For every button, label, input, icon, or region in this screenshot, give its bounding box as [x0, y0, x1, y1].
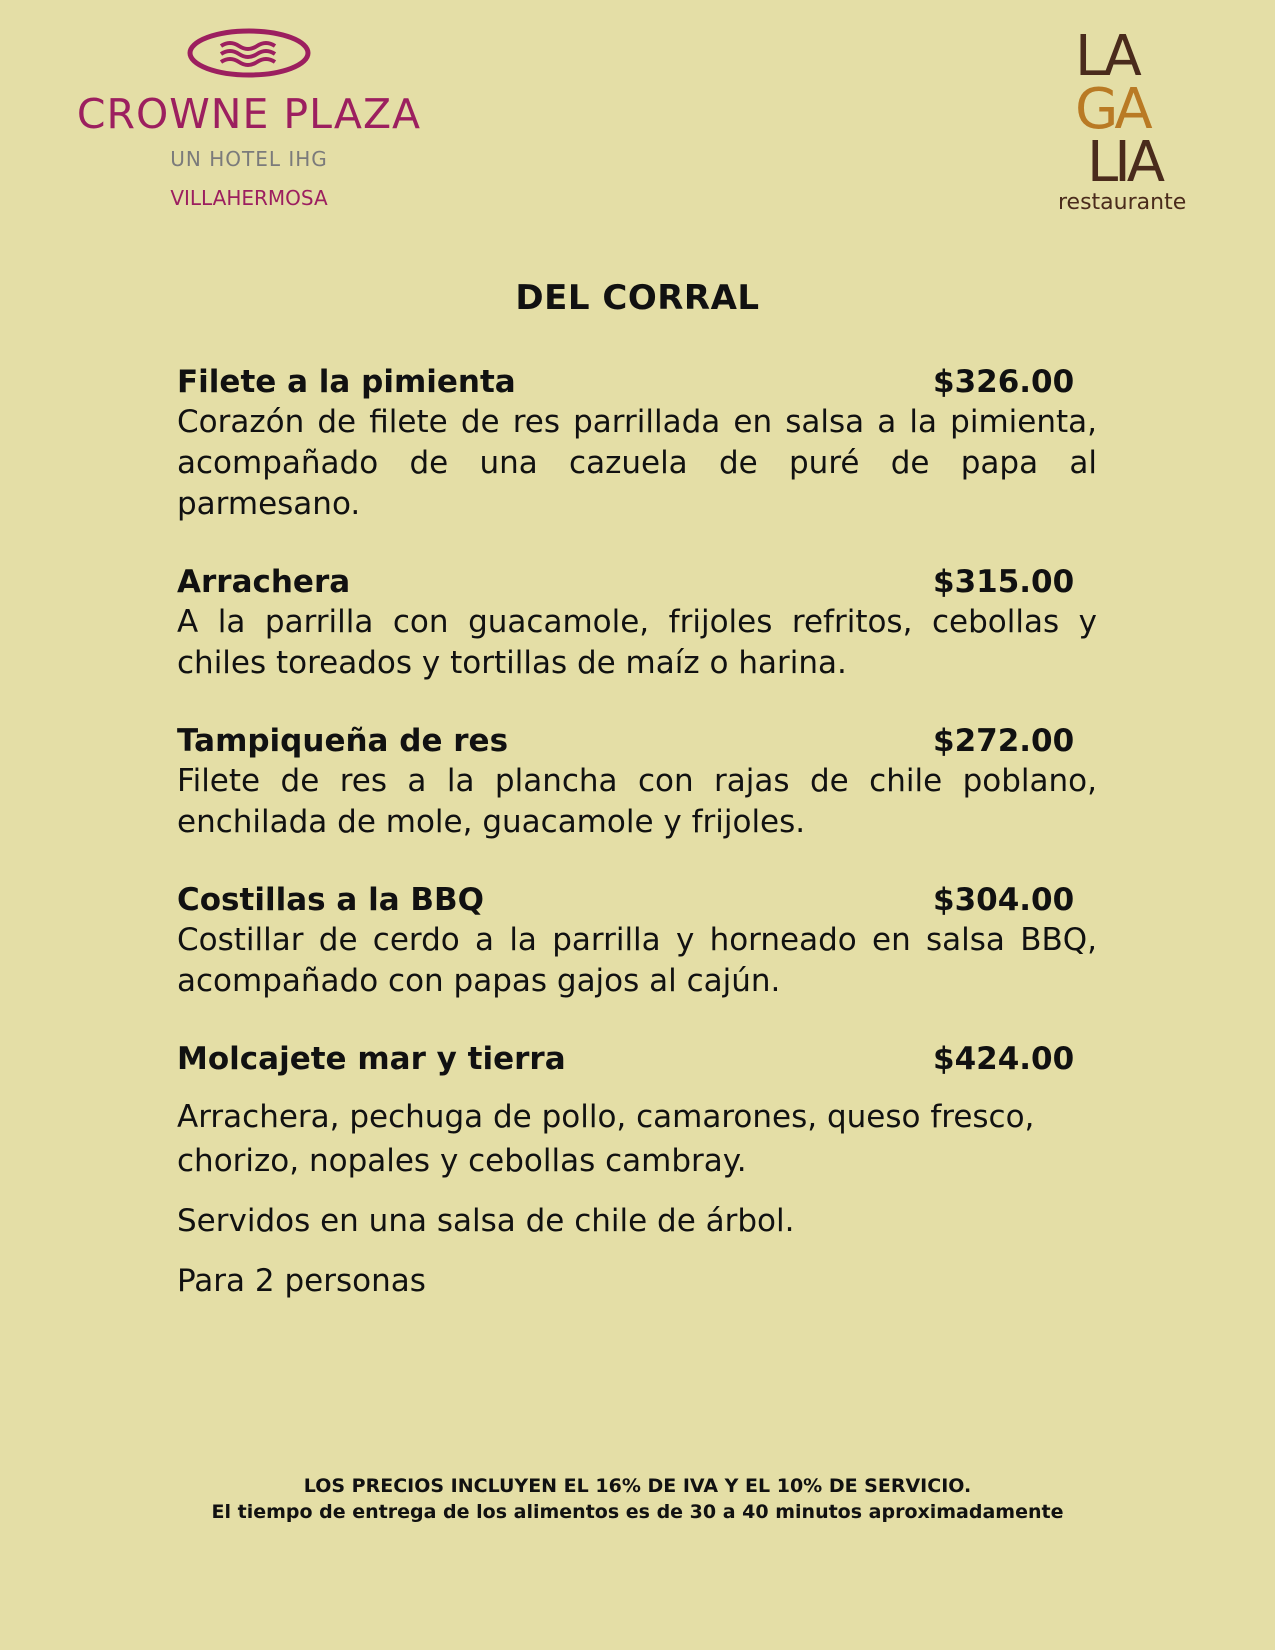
la-galia-logo — [1055, 25, 1205, 220]
footer-prices-note: LOS PRECIOS INCLUYEN EL 16% DE IVA Y EL 10% DE SERVICIO. — [303, 1475, 972, 1497]
footer — [0, 1473, 1275, 1525]
item-note-servings: Para 2 personas — [177, 1263, 426, 1299]
location-label: VILLAHERMOSA — [170, 186, 328, 210]
item-price: $315.00 — [933, 564, 1075, 600]
item-description: Arrachera, pechuga de pollo, camarones, queso fresco, chorizo, nopales y cebollas cambray. — [177, 1099, 1035, 1179]
la-galia-line-1: LA — [1075, 25, 1138, 89]
item-price: $304.00 — [933, 882, 1075, 918]
crowne-plaza-brand: CROWNE PLAZA — [76, 90, 422, 138]
menu-item — [177, 880, 1097, 1002]
item-name: Arrachera — [177, 564, 351, 600]
la-galia-line-4: restaurante — [1058, 190, 1187, 215]
la-galia-line-3: LIA — [1087, 130, 1162, 195]
crowne-plaza-logo — [66, 28, 438, 213]
item-description: Costillar de cerdo a la parrilla y horneado en salsa BBQ, acompañado con papas gajos al cajún. — [177, 922, 1097, 999]
crowne-plaza-emblem-icon — [190, 31, 308, 75]
menu-item — [177, 362, 1097, 525]
footer-delivery-note: El tiempo de entrega de los alimentos es de 30 a 40 minutos aproximadamente — [211, 1501, 1064, 1523]
section-title: DEL CORRAL — [515, 278, 760, 318]
menu-item — [177, 721, 1097, 843]
item-price: $424.00 — [933, 1041, 1075, 1077]
item-note-sauce: Servidos en una salsa de chile de árbol. — [177, 1203, 795, 1239]
menu-item — [177, 1039, 1097, 1303]
hotel-ihg-subtitle: UN HOTEL IHG — [170, 147, 328, 171]
item-description: A la parrilla con guacamole, frijoles refritos, cebollas y chiles toreados y tortillas de maíz o harina. — [177, 604, 1097, 681]
menu-item-header — [177, 1039, 1097, 1079]
menu-item-header — [177, 880, 1097, 920]
item-description: Corazón de filete de res parrillada en salsa a la pimienta, acompañado de una cazuela de puré de papa al parmesano. — [177, 404, 1097, 522]
item-name: Molcajete mar y tierra — [177, 1041, 566, 1077]
menu-item — [177, 562, 1097, 684]
menu-item-header — [177, 362, 1097, 402]
menu-item-header — [177, 721, 1097, 761]
item-name: Costillas a la BBQ — [177, 882, 485, 918]
menu-item-header — [177, 562, 1097, 602]
item-price: $272.00 — [933, 723, 1075, 759]
menu-list — [177, 362, 1097, 1340]
item-name: Tampiqueña de res — [177, 723, 509, 759]
item-name: Filete a la pimienta — [177, 364, 516, 400]
item-description: Filete de res a la plancha con rajas de chile poblano, enchilada de mole, guacamole y frijoles. — [177, 763, 1097, 840]
la-galia-line-2: GA — [1075, 77, 1149, 142]
item-price: $326.00 — [933, 364, 1075, 400]
